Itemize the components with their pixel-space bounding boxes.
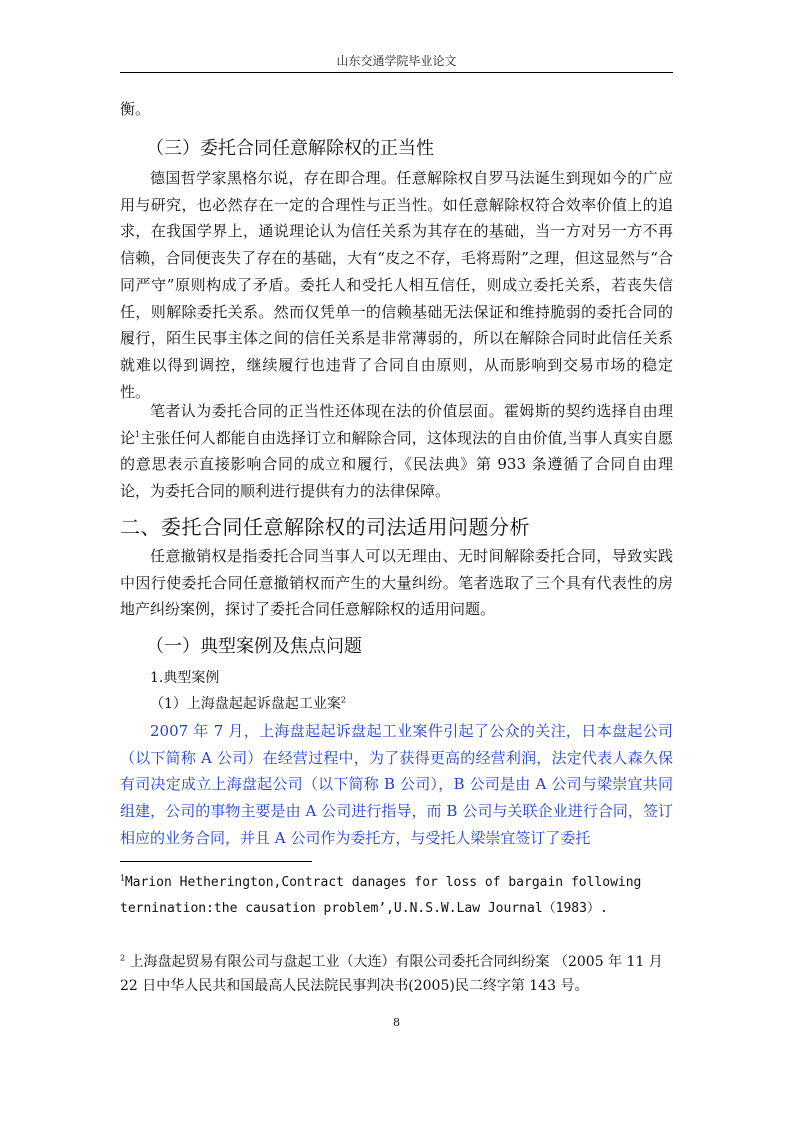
footnote-ref-2[interactable]: 2 (340, 695, 347, 705)
subsection-heading-1: （一）典型案例及焦点问题 (146, 636, 362, 657)
page-number: 8 (393, 1016, 400, 1029)
footnote-1 (120, 870, 673, 922)
paragraph-text-b: 主张任何人都能自由选择订立和解除合同，这体现法的自由价值,当事人真实自愿的意思表示直接影响合同的成立和履行，《民法典》第 933 条遵循了合同自由理论，为委托合同的顺利进行提供有力的法律保障。 (120, 428, 673, 501)
paragraph-case-description: 2007 年 7 月，上海盘起起诉盘起工业案件引起了公众的关注，日本盘起公司（以下简称 A 公司）在经营过程中，为了获得更高的经营利润，法定代表人森久保有司决定成立上海盘起公司（以下简称 B 公司），B 公司是由 A 公司与梁崇宜共同组建，公司的事物主要是由 A 公司进行指导，而 B 公司与关联企业进行合同，签订相应的业务合同，并且 A 公司作为委托方，与受托人梁崇宜签订了委托 (120, 722, 673, 847)
paragraph-text-a: 笔者认为委托合同的正当性还体现在法的价值层面。霍姆斯的契约选择自由理论 (120, 402, 673, 447)
paragraph-value-level (120, 398, 673, 505)
paragraph-legitimacy: 德国哲学家黑格尔说，存在即合理。任意解除权自罗马法诞生到现如今的广应用与研究，也必然存在一定的合理性与正当性。如任意解除权符合效率价值上的追求，在我国学界上，通说理论认为信任关系为其存在的基础，当一方对另一方不再信赖，合同便丧失了存在的基础，大有“皮之不存，毛将焉附”之理，但这显然与“合同严守”原则构成了矛盾。委托人和受托人相互信任，则成立委托关系，若丧失信任，则解除委托关系。然而仅凭单一的信赖基础无法保证和维持脆弱的委托合同的履行，陌生民事主体之间的信任关系是非常薄弱的，所以在解除合同时此信任关系就难以得到调控，继续履行也违背了合同自由原则，从而影响到交易市场的稳定性。 (120, 169, 673, 401)
section-heading-3: （三）委托合同任意解除权的正当性 (146, 138, 434, 159)
footnote-2-mark: 2 (120, 953, 126, 963)
footnote-divider (120, 861, 312, 862)
footnote-1-mark: 1 (120, 873, 125, 883)
header-divider (120, 72, 673, 73)
paragraph-intro: 任意撤销权是指委托合同当事人可以无理由、无时间解除委托合同，导致实践中因行使委托合同任意撤销权而产生的大量纠纷。笔者选取了三个具有代表性的房地产纠纷案例，探讨了委托合同任意解除权的适用问题。 (120, 547, 673, 619)
chapter-heading-2: 二、委托合同任意解除权的司法适用问题分析 (120, 515, 530, 539)
footnote-1-text: Marion Hetherington,Contract danages for loss of bargain following ternination:the causation problem’,U.N.S.W.Law Journal（1983）. (120, 875, 642, 916)
footnote-ref-1[interactable]: 1 (135, 429, 141, 439)
footnote-2 (120, 950, 673, 998)
footnote-2-text: 上海盘起贸易有限公司与盘起工业（大连）有限公司委托合同纠纷案 （2005 年 11 月 22 日中华人民共和国最高人民法院民事判决书(2005)民二终字第 143 号。 (120, 954, 663, 994)
header-title: 山东交通学院毕业论文 (336, 54, 457, 68)
case-title (150, 693, 346, 713)
carry-over-text: 衡。 (120, 100, 151, 118)
list-item-typical-cases: 1.典型案例 (150, 670, 220, 686)
case-title-text: （1）上海盘起起诉盘起工业案 (150, 696, 341, 712)
